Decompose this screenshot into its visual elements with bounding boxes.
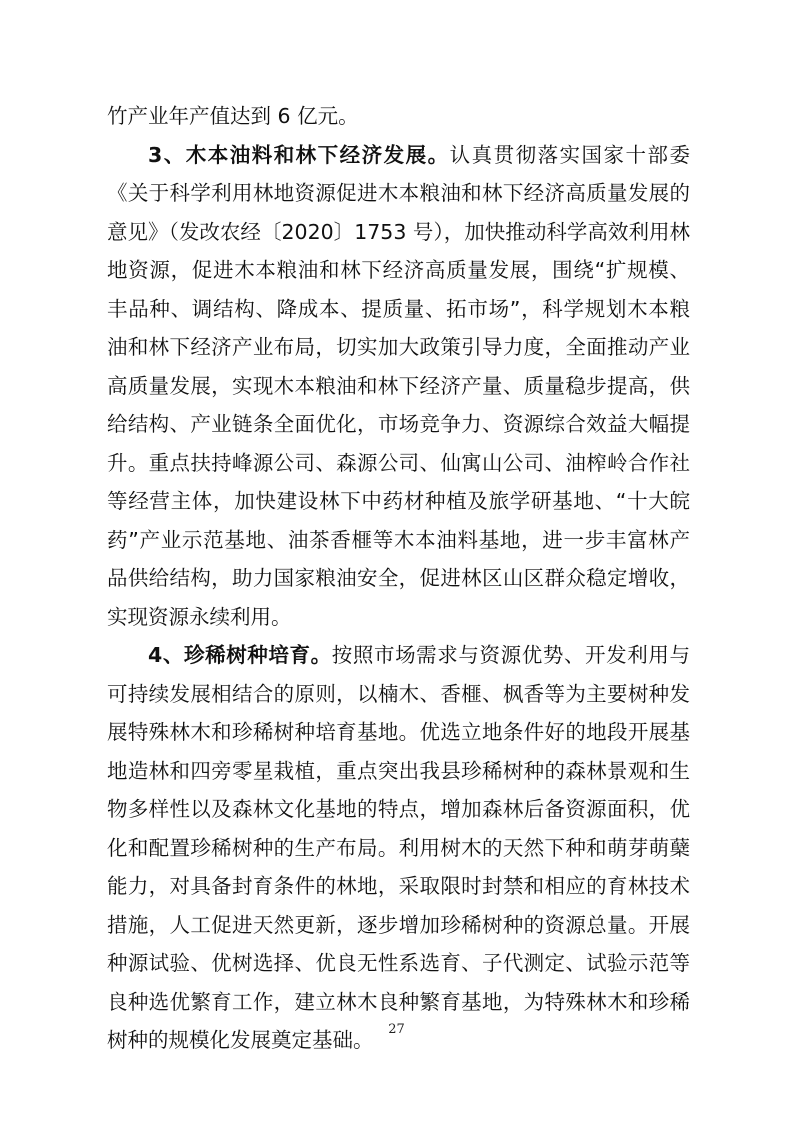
document-body (107, 97, 690, 1060)
paragraph-woody-oil-forest-economy (107, 136, 690, 637)
paragraph-continuation (107, 97, 690, 136)
paragraph-text: 认真贯彻落实国家十部委《关于科学利用林地资源促进木本粮油和林下经济高质量发展的意见》（发改农经〔2020〕1753 号），加快推动科学高效利用林地资源，促进木本粮油和林下经济高质量发展，围绕“扩规模、丰品种、调结构、降成本、提质量、拓市场”，科学规划木本粮油和林下经济产业布局，切实加大政策引导力度，全面推动产业高质量发展，实现木本粮油和林下经济产量、质量稳步提高，供给结构、产业链条全面优化，市场竞争力、资源综合效益大幅提升。重点扶持峰源公司、森源公司、仙寓山公司、油榨岭合作社等经营主体，加快建设林下中药材种植及旅学研基地、“十大皖药”产业示范基地、油茶香榧等木本油料基地，进一步丰富林产品供给结构，助力国家粮油安全，促进林区山区群众稳定增收，实现资源永续利用。 (107, 142, 690, 629)
section-heading: 3、木本油料和林下经济发展。 (148, 142, 450, 167)
section-heading: 4、珍稀树种培育。 (148, 643, 332, 667)
page-number: 27 (388, 1022, 405, 1037)
paragraph-rare-tree-cultivation (107, 636, 690, 1060)
paragraph-text: 按照市场需求与资源优势、开发利用与可持续发展相结合的原则，以楠木、香榧、枫香等为主要树种发展特殊林木和珍稀树种培育基地。优选立地条件好的地段开展基地造林和四旁零星栽植，重点突出我县珍稀树种的森林景观和生物多样性以及森林文化基地的特点，增加森林后备资源面积，优化和配置珍稀树种的生产布局。利用树木的天然下种和萌芽萌蘖能力，对具备封育条件的林地，采取限时封禁和相应的育林技术措施，人工促进天然更新，逐步增加珍稀树种的资源总量。开展种源试验、优树选择、优良无性系选育、子代测定、试验示范等良种选优繁育工作，建立林木良种繁育基地，为特殊林木和珍稀树种的规模化发展奠定基础。 (107, 643, 690, 1052)
paragraph-text: 竹产业年产值达到 6 亿元。 (107, 104, 359, 128)
